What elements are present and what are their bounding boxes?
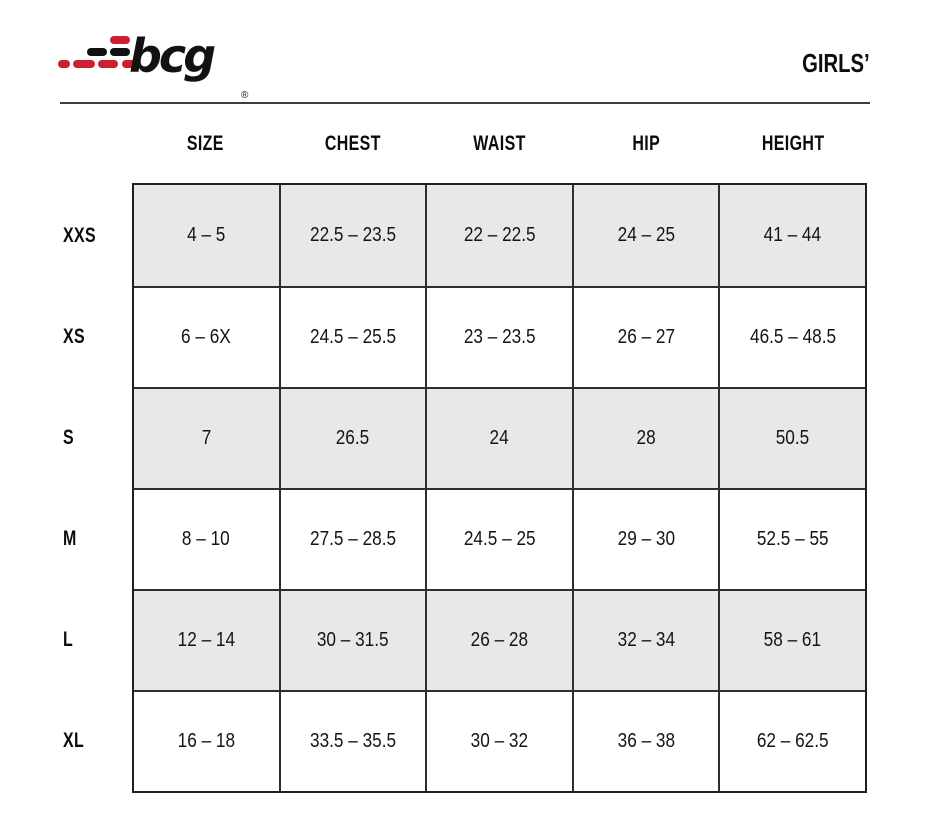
column-header — [720, 104, 867, 183]
table-row — [134, 589, 865, 690]
row-label — [63, 690, 132, 791]
size-label: XS — [63, 324, 86, 348]
measurement-value: 28 — [636, 427, 656, 449]
measurement-value: 29 – 30 — [617, 528, 675, 550]
measurement-value: 32 – 34 — [617, 629, 675, 651]
table-cell — [572, 692, 719, 791]
column-header-label: CHEST — [324, 131, 381, 155]
table-cell — [134, 490, 279, 589]
measurement-value: 33.5 – 35.5 — [309, 730, 396, 752]
size-label: S — [63, 425, 75, 449]
size-label: L — [63, 627, 74, 651]
table-cell — [572, 591, 719, 690]
column-header-label: SIZE — [186, 131, 225, 155]
row-label — [63, 286, 132, 387]
table-row — [134, 185, 865, 286]
size-label: XXS — [63, 223, 97, 247]
registered-trademark-icon: ® — [241, 90, 249, 101]
measurement-value: 62 – 62.5 — [756, 730, 829, 752]
table-cell — [279, 692, 426, 791]
brand-logotype: bcg — [129, 29, 214, 83]
size-chart-table — [132, 183, 867, 793]
table-cell — [134, 692, 279, 791]
column-header-label: HEIGHT — [762, 131, 825, 155]
row-label — [63, 185, 132, 286]
table-cell — [572, 389, 719, 488]
size-label: M — [63, 526, 77, 550]
measurement-value: 26 – 28 — [470, 629, 529, 651]
measurement-value: 24 — [489, 427, 510, 449]
column-header — [279, 104, 426, 183]
table-cell — [572, 185, 719, 286]
measurement-value: 58 – 61 — [763, 629, 822, 651]
table-cell — [425, 389, 572, 488]
column-header — [426, 104, 573, 183]
measurement-value: 26.5 — [336, 427, 370, 449]
table-cell — [425, 692, 572, 791]
measurement-value: 50.5 — [775, 427, 810, 449]
table-cell — [718, 490, 865, 589]
table-cell — [718, 288, 865, 387]
row-label — [63, 488, 132, 589]
table-cell — [279, 185, 426, 286]
measurement-value: 30 – 32 — [470, 730, 529, 752]
logo-dash-icon — [110, 48, 130, 56]
measurement-value: 46.5 – 48.5 — [749, 326, 836, 348]
measurement-value: 26 – 27 — [617, 326, 675, 348]
measurement-value: 52.5 – 55 — [756, 528, 829, 550]
row-label — [63, 387, 132, 488]
table-cell — [134, 185, 279, 286]
column-header — [573, 104, 720, 183]
row-labels — [60, 183, 132, 791]
table-cell — [425, 490, 572, 589]
table-cell — [718, 389, 865, 488]
table-cell — [279, 591, 426, 690]
table-cell — [279, 389, 426, 488]
measurement-value: 36 – 38 — [617, 730, 675, 752]
table-row — [134, 690, 865, 791]
table-cell — [718, 185, 865, 286]
table-row — [134, 286, 865, 387]
column-header-label: HIP — [632, 131, 661, 155]
logo-dash-icon — [73, 60, 95, 68]
logo-dash-icon — [58, 60, 70, 68]
table-cell — [425, 185, 572, 286]
table-cell — [425, 288, 572, 387]
logo-dash-icon — [87, 48, 107, 56]
measurement-value: 6 – 6X — [181, 326, 232, 348]
table-row — [134, 387, 865, 488]
logo-dash-icon — [110, 36, 130, 44]
table-cell — [425, 591, 572, 690]
table-cell — [279, 288, 426, 387]
measurement-value: 24.5 – 25 — [463, 528, 536, 550]
column-headers — [132, 104, 867, 183]
measurement-value: 8 – 10 — [182, 528, 231, 550]
size-chart — [60, 183, 935, 793]
size-label: XL — [63, 728, 85, 752]
measurement-value: 27.5 – 28.5 — [309, 528, 396, 550]
table-cell — [572, 490, 719, 589]
category-title: GIRLS’ — [802, 48, 870, 78]
table-cell — [134, 591, 279, 690]
bcg-logo — [55, 28, 315, 101]
logo-dash-icon — [98, 60, 118, 68]
table-cell — [279, 490, 426, 589]
table-cell — [134, 389, 279, 488]
measurement-value: 22 – 22.5 — [463, 224, 536, 246]
table-cell — [134, 288, 279, 387]
column-header-label: WAIST — [473, 131, 526, 155]
row-label — [63, 589, 132, 690]
table-row — [134, 488, 865, 589]
measurement-value: 4 – 5 — [187, 224, 226, 246]
top-bar — [0, 0, 935, 102]
measurement-value: 30 – 31.5 — [317, 629, 389, 651]
table-cell — [572, 288, 719, 387]
measurement-value: 24 – 25 — [617, 224, 675, 246]
measurement-value: 22.5 – 23.5 — [309, 224, 396, 246]
table-cell — [718, 692, 865, 791]
measurement-value: 23 – 23.5 — [463, 326, 536, 348]
measurement-value: 41 – 44 — [763, 224, 822, 246]
measurement-value: 16 – 18 — [177, 730, 235, 752]
measurement-value: 24.5 – 25.5 — [309, 326, 396, 348]
measurement-value: 7 — [201, 427, 212, 449]
measurement-value: 12 – 14 — [177, 629, 235, 651]
table-cell — [718, 591, 865, 690]
column-header — [132, 104, 279, 183]
